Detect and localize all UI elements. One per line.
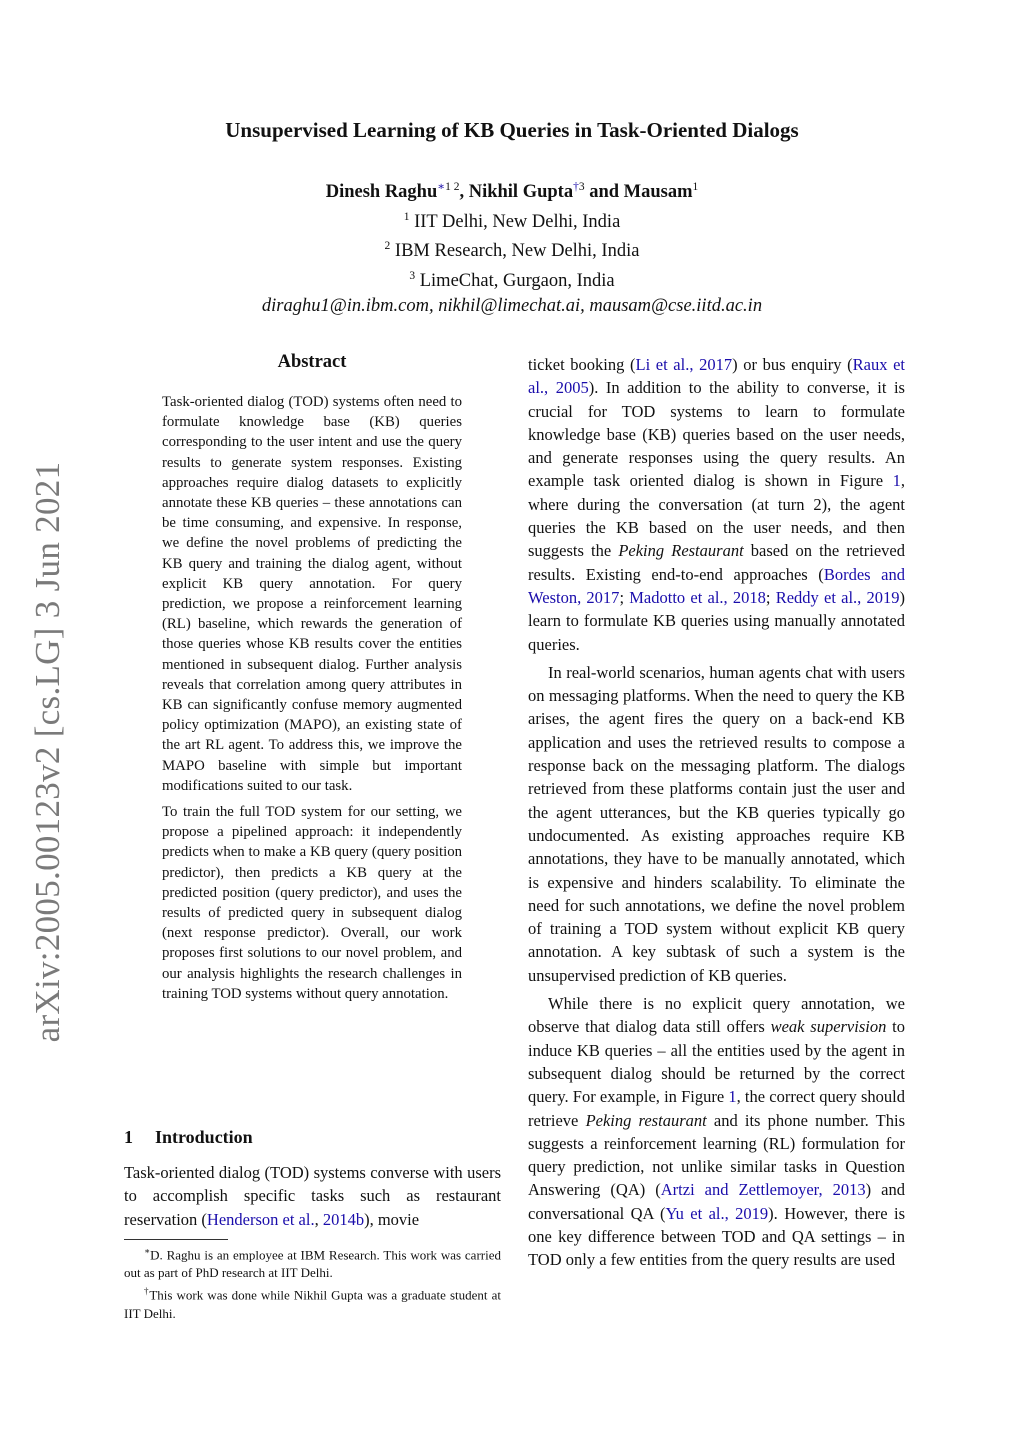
body-paragraph [528, 992, 905, 1272]
citation-link[interactable]: 2014b [322, 1209, 365, 1229]
citation-link[interactable]: Raux et al., 2005 [528, 355, 905, 398]
figure-link[interactable]: 1 [892, 471, 901, 491]
body-text: ), movie [364, 1209, 420, 1229]
author-emails: diraghu1@in.ibm.com, nikhil@limechat.ai, mausam@cse.iitd.ac.in [261, 295, 763, 316]
author-names [0, 175, 1024, 205]
author-block [0, 175, 1024, 318]
body-text: based on the retrieved results. Existing end-to-end approaches ( [528, 541, 905, 584]
body-text: While there is no explicit query annotation, we observe that dialog data still offers [528, 994, 905, 1037]
author-name: Dinesh Raghu [325, 182, 438, 203]
footnote [124, 1242, 501, 1282]
body-text: ). In addition to the ability to converse, it is crucial for TOD systems to learn to formulate knowledge base (KB) queries based on the user needs, and generate responses using the query results. An example task oriented dialog is shown in Figure [528, 378, 905, 491]
affiliation-text: IIT Delhi, New Delhi, India [414, 211, 621, 232]
author-name: Nikhil Gupta [468, 182, 574, 203]
footnote-text: This work was done while Nikhil Gupta was a graduate student at IIT Delhi. [124, 1287, 501, 1321]
footnote-mark[interactable]: † [573, 181, 579, 193]
affiliation-number: 2 [384, 240, 391, 253]
author-separator: and [584, 182, 624, 203]
body-text: , [314, 1209, 323, 1229]
body-text: ticket booking ( [528, 355, 636, 374]
affiliation-text: IBM Research, New Delhi, India [394, 241, 640, 262]
body-text: Task-oriented dialog (TOD) systems converse with users to accomplish specific tasks such as restaurant reservation ( [124, 1163, 501, 1229]
abstract-heading: Abstract [277, 352, 347, 372]
abstract-paragraph: Task-oriented dialog (TOD) systems often need to formulate knowledge base (KB) queries corresponding to the user intent and use the query results to generate system responses. Existing approaches require dialog datasets to explicitly annotate these KB queries – these annotations can be time consuming, and expensive. In response, we define the novel problems of predicting the KB query and training the dialog agent, without explicit KB query annotation. For query prediction, we propose a reinforcement learning (RL) baseline, which rewards the generation of those queries whose KB results cover the entities mentioned in subsequent dialog. Further analysis reveals that correlation among query attributes in KB can significantly confuse memory augmented policy optimization (MAPO), an existing state of the art RL agent. To address this, we improve the MAPO baseline with simple but important modifications suited to our task. [162, 394, 462, 794]
affiliation-line [0, 264, 1024, 294]
author-separator: , [459, 182, 469, 203]
footnote-text: D. Raghu is an employee at IBM Research. This work was carried out as part of PhD research at IIT Delhi. [124, 1247, 501, 1281]
body-paragraph: In real-world scenarios, human agents chat with users on messaging platforms. When the need to query the KB arises, the agent fires the query on a back-end KB application and uses the retrieved results to compose a response back on the messaging platform. The dialogs retrieved from these platforms contain just the user and the agent utterances, but the KB queries typically go undocumented. As existing approaches require KB annotations, they have to be manually annotated, which is expensive and hinders scalability. To eliminate the need for such annotations, we define the novel problem of training a TOD system without explicit KB query annotation. A key subtask of such a system is the unsupervised prediction of KB queries. [528, 662, 905, 985]
affiliation-number: 3 [409, 269, 416, 282]
footnote-symbol: † [144, 1286, 150, 1297]
paper-title: Unsupervised Learning of KB Queries in Task-Oriented Dialogs [225, 118, 799, 142]
citation-link[interactable]: Artzi and Zettlemoyer, 2013 [660, 1180, 866, 1200]
body-text: ; [765, 587, 776, 607]
emphasis-text: Peking Restaurant [618, 541, 744, 561]
footnote-symbol: ∗ [144, 1246, 151, 1256]
body-text: ; [619, 587, 630, 607]
body-text: ) and conversational QA ( [528, 1180, 905, 1223]
body-text: , where during the conversation (at turn 2), the agent queries the KB based on the user needs, and then suggests the [528, 471, 905, 561]
affiliation-mark: 1 2 [445, 181, 460, 193]
citation-link[interactable]: Bordes and Weston, 2017 [528, 564, 905, 607]
footnotes [124, 1242, 501, 1323]
arxiv-identifier: arXiv:2005.00123v2 [cs.LG] 3 Jun 2021 [28, 461, 67, 1043]
footnote-divider [124, 1239, 228, 1240]
affiliation-line [0, 234, 1024, 264]
abstract-body [162, 392, 462, 1010]
affiliation-line [0, 205, 1024, 235]
citation-link[interactable]: Reddy et al., 2019 [775, 587, 900, 607]
footnote-mark[interactable]: ∗ [437, 181, 446, 193]
section-heading-introduction [124, 1127, 253, 1148]
abstract-paragraph: To train the full TOD system for our setting, we propose a pipelined approach: it independently predicts when to make a KB query (query position predictor), then predicts a KB query at the predicted position (query predictor), and uses the results of predicted query in subsequent dialog (next response predictor). Overall, our work proposes first solutions to our novel problem, and our analysis highlights the research challenges in training TOD systems without query annotation. [162, 804, 462, 1002]
citation-link[interactable]: Henderson et al. [206, 1209, 315, 1229]
emphasis-text: weak supervision [770, 1017, 887, 1037]
body-text: , the correct query should retrieve [528, 1087, 905, 1130]
citation-link[interactable]: Yu et al., 2019 [665, 1203, 769, 1223]
body-paragraph [124, 1161, 501, 1231]
emphasis-text: Peking restaurant [585, 1110, 707, 1130]
intro-right-column [528, 353, 905, 1277]
author-name: Mausam [623, 182, 693, 203]
figure-link[interactable]: 1 [728, 1087, 737, 1107]
body-paragraph [528, 353, 905, 656]
affiliation-number: 1 [403, 210, 410, 223]
citation-link[interactable]: Madotto et al., 2018 [629, 587, 766, 607]
body-text: ). However, there is one key difference between TOD and QA settings – in TOD only a few entities from the query results are used [528, 1203, 905, 1270]
citation-link[interactable]: Li et al., 2017 [635, 355, 733, 374]
body-text: ) or bus enquiry ( [732, 355, 853, 374]
section-number: 1 [124, 1127, 133, 1147]
affiliation-mark: 3 [578, 181, 585, 193]
section-title: Introduction [155, 1127, 253, 1147]
affiliation-mark: 1 [692, 181, 699, 193]
body-text: ) learn to formulate KB queries using manually annotated queries. [528, 587, 905, 654]
intro-left-column [124, 1161, 501, 1231]
body-text: to induce KB queries – all the entities used by the agent in subsequent dialog should be returned by the correct query. For example, in Figure [528, 1017, 906, 1107]
footnote [124, 1282, 501, 1322]
affiliation-text: LimeChat, Gurgaon, India [419, 271, 615, 292]
body-text: and its phone number. This suggests a reinforcement learning (RL) formulation for query prediction, not unlike similar tasks in Question Answering (QA) ( [528, 1110, 905, 1200]
